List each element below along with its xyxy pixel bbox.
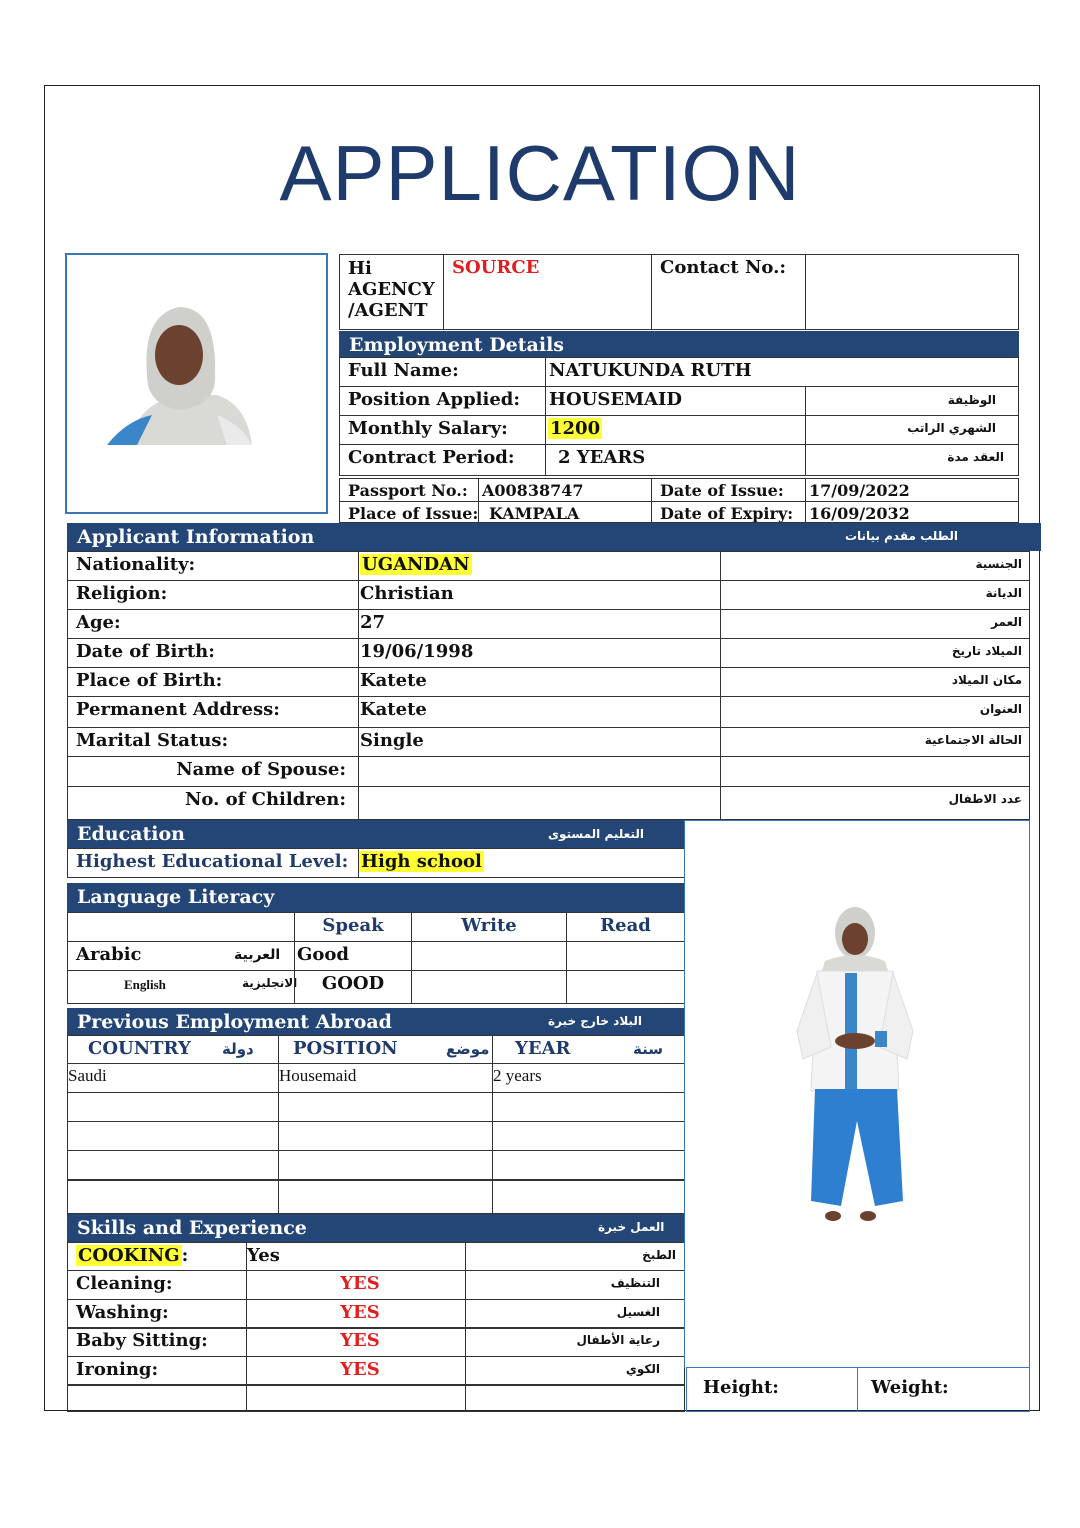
skill-empty-arabic [465,1384,685,1412]
skill-label: Cleaning: [67,1270,247,1300]
fullbody-panel [684,820,1030,1368]
skill-value: YES [246,1356,466,1386]
applicant-arabic: الميلاد تاريخ [951,644,1022,658]
applicant-value-cell [358,786,721,820]
col-country-arabic: دولة [222,1040,254,1058]
language-name: English [124,977,166,992]
education-heading-arabic: التعليم المستوى [548,827,644,841]
applicant-arabic: مكان الميلاد [951,673,1022,687]
language-write-arabic [411,941,567,971]
education-level-value: High school [361,851,482,872]
language-arabic-name: العربية [234,947,281,963]
applicant-value: Christian [360,583,454,604]
colon: : [181,1245,189,1266]
skill-arabic: الكوي [625,1362,660,1376]
applicant-arabic: الديانة [985,586,1022,600]
applicant-arabic: الجنسية [975,557,1022,571]
passport-label: Passport No.: [339,478,479,502]
prev-empty-cell [278,1121,493,1151]
applicant-label: Religion: [67,580,359,610]
prev-empty-cell [278,1180,493,1214]
issue-date-label: Date of Issue: [651,478,806,502]
skill-arabic: رعاية الأطفال [576,1333,660,1347]
language-col-write: Write [411,912,567,942]
education-level-label: Highest Educational Level: [67,848,359,878]
language-speak-english: GOOD [294,970,412,1004]
language-heading: Language Literacy [67,883,685,912]
col-position-label: POSITION [293,1038,398,1059]
skill-label: Ironing: [67,1356,247,1386]
applicant-arabic-cell [720,609,1030,639]
language-speak-arabic: Good [294,941,412,971]
applicant-value: UGANDAN [362,554,470,575]
education-heading: Education [67,820,685,848]
contract-arabic: العقد مدة [947,450,1004,464]
previous-employment-heading-arabic: البلاد خارج خبرة [548,1014,642,1028]
height-label: Height: [703,1377,779,1398]
applicant-value-cell [358,609,721,639]
expiry-value: 16/09/2032 [805,501,1019,523]
prev-empty-cell [278,1092,493,1122]
skill-label: Baby Sitting: [67,1327,247,1357]
skill-cooking-label: COOKING [78,1245,180,1266]
contract-label: Contract Period: [339,444,546,476]
full-name-value: NATUKUNDA RUTH [545,357,1019,387]
salary-arabic: الشهري الراتب [907,421,996,435]
applicant-value-cell [358,696,721,728]
applicant-value-cell [358,580,721,610]
skill-empty-label [67,1384,247,1412]
language-read-arabic [566,941,685,971]
skill-value: YES [246,1327,466,1357]
skills-heading: Skills and Experience [67,1214,685,1242]
language-write-english [411,970,567,1004]
skill-cooking-label-cell [67,1242,247,1271]
applicant-label: Age: [67,609,359,639]
prev-empty-cell [492,1121,685,1151]
source-label: SOURCE [443,254,652,330]
applicant-heading: Applicant Information [67,523,1041,551]
language-name: Arabic [76,944,142,965]
prev-empty-cell [492,1180,685,1214]
applicant-value: Katete [360,670,427,691]
position-label: Position Applied: [339,386,546,416]
skill-label: Washing: [67,1299,247,1329]
col-country-label: COUNTRY [88,1038,191,1059]
language-col-read: Read [566,912,685,942]
weight-label: Weight: [871,1377,949,1398]
applicant-label: Date of Birth: [67,638,359,668]
language-blank-header [67,912,295,942]
applicant-value: Katete [360,699,427,720]
applicant-value-cell [358,638,721,668]
applicant-value: Single [360,730,424,751]
full-name-label: Full Name: [339,357,546,387]
agency-label: Hi AGENCY /AGENT [339,254,444,330]
issue-date-value: 17/09/2022 [805,478,1019,502]
prev-empty-cell [67,1121,279,1151]
weight-cell [857,1367,1030,1412]
contact-label: Contact No.: [651,254,806,330]
position-arabic: الوظيفة [947,393,996,407]
headshot-photo [65,253,328,514]
applicant-label: Place of Birth: [67,667,359,697]
col-position-arabic: موضع [446,1040,490,1058]
position-value: HOUSEMAID [545,386,806,416]
employment-heading: Employment Details [339,331,1019,358]
applicant-arabic-cell [720,580,1030,610]
skill-cooking-value: Yes [246,1242,466,1271]
expiry-label: Date of Expiry: [651,501,806,523]
col-year-label: YEAR [515,1038,571,1059]
applicant-arabic: الحالة الاجتماعية [924,733,1022,747]
skills-heading-arabic: العمل خبرة [598,1220,665,1234]
skill-arabic: التنظيف [610,1276,660,1290]
skill-value: YES [246,1299,466,1329]
applicant-label: Marital Status: [67,727,359,757]
prev-empty-cell [278,1150,493,1180]
prev-empty-cell [492,1092,685,1122]
salary-value-cell [545,415,806,445]
prev-position-0: Housemaid [278,1063,493,1093]
contact-value [805,254,1019,330]
prev-empty-cell [67,1180,279,1214]
applicant-label: No. of Children: [67,786,359,820]
prev-empty-cell [67,1150,279,1180]
language-read-english [566,970,685,1004]
applicant-label: Nationality: [67,551,359,581]
applicant-arabic: العنوان [979,702,1022,716]
place-issue-label: Place of Issue: [339,501,479,523]
height-cell [686,1367,858,1412]
skill-value: YES [246,1270,466,1300]
applicant-label: Permanent Address: [67,696,359,728]
skill-empty-value [246,1384,466,1412]
applicant-value-cell [358,667,721,697]
salary-label: Monthly Salary: [339,415,546,445]
prev-empty-cell [67,1092,279,1122]
skill-cooking-arabic: الطبخ [642,1248,676,1262]
applicant-value: 27 [360,612,386,633]
fullbody-image [685,821,1031,1369]
language-col-speak: Speak [294,912,412,942]
applicant-value-cell [358,756,721,787]
prev-country-0: Saudi [67,1063,279,1093]
page-title: APPLICATION [279,129,801,217]
applicant-value-cell [358,551,721,581]
applicant-arabic-cell [720,756,1030,787]
applicant-arabic: عدد الاطفال [948,792,1022,806]
applicant-heading-arabic: الطلب مقدم بيانات [844,529,958,543]
applicant-value-cell [358,727,721,757]
contract-value: 2 YEARS [545,444,806,476]
headshot-image [67,255,326,512]
col-year-arabic: سنة [633,1040,663,1058]
prev-empty-cell [492,1150,685,1180]
salary-value: 1200 [550,418,601,439]
language-english-arabic-name: الانجليزية [242,976,298,990]
place-issue-value: KAMPALA [478,501,652,523]
applicant-value: 19/06/1998 [360,641,474,662]
passport-value: A00838747 [478,478,652,502]
applicant-label: Name of Spouse: [67,756,359,787]
prev-year-0: 2 years [492,1063,685,1093]
previous-employment-heading: Previous Employment Abroad [67,1008,685,1035]
education-level-value-cell [358,848,685,878]
applicant-arabic: العمر [991,615,1022,629]
skill-arabic: الغسيل [616,1305,660,1319]
